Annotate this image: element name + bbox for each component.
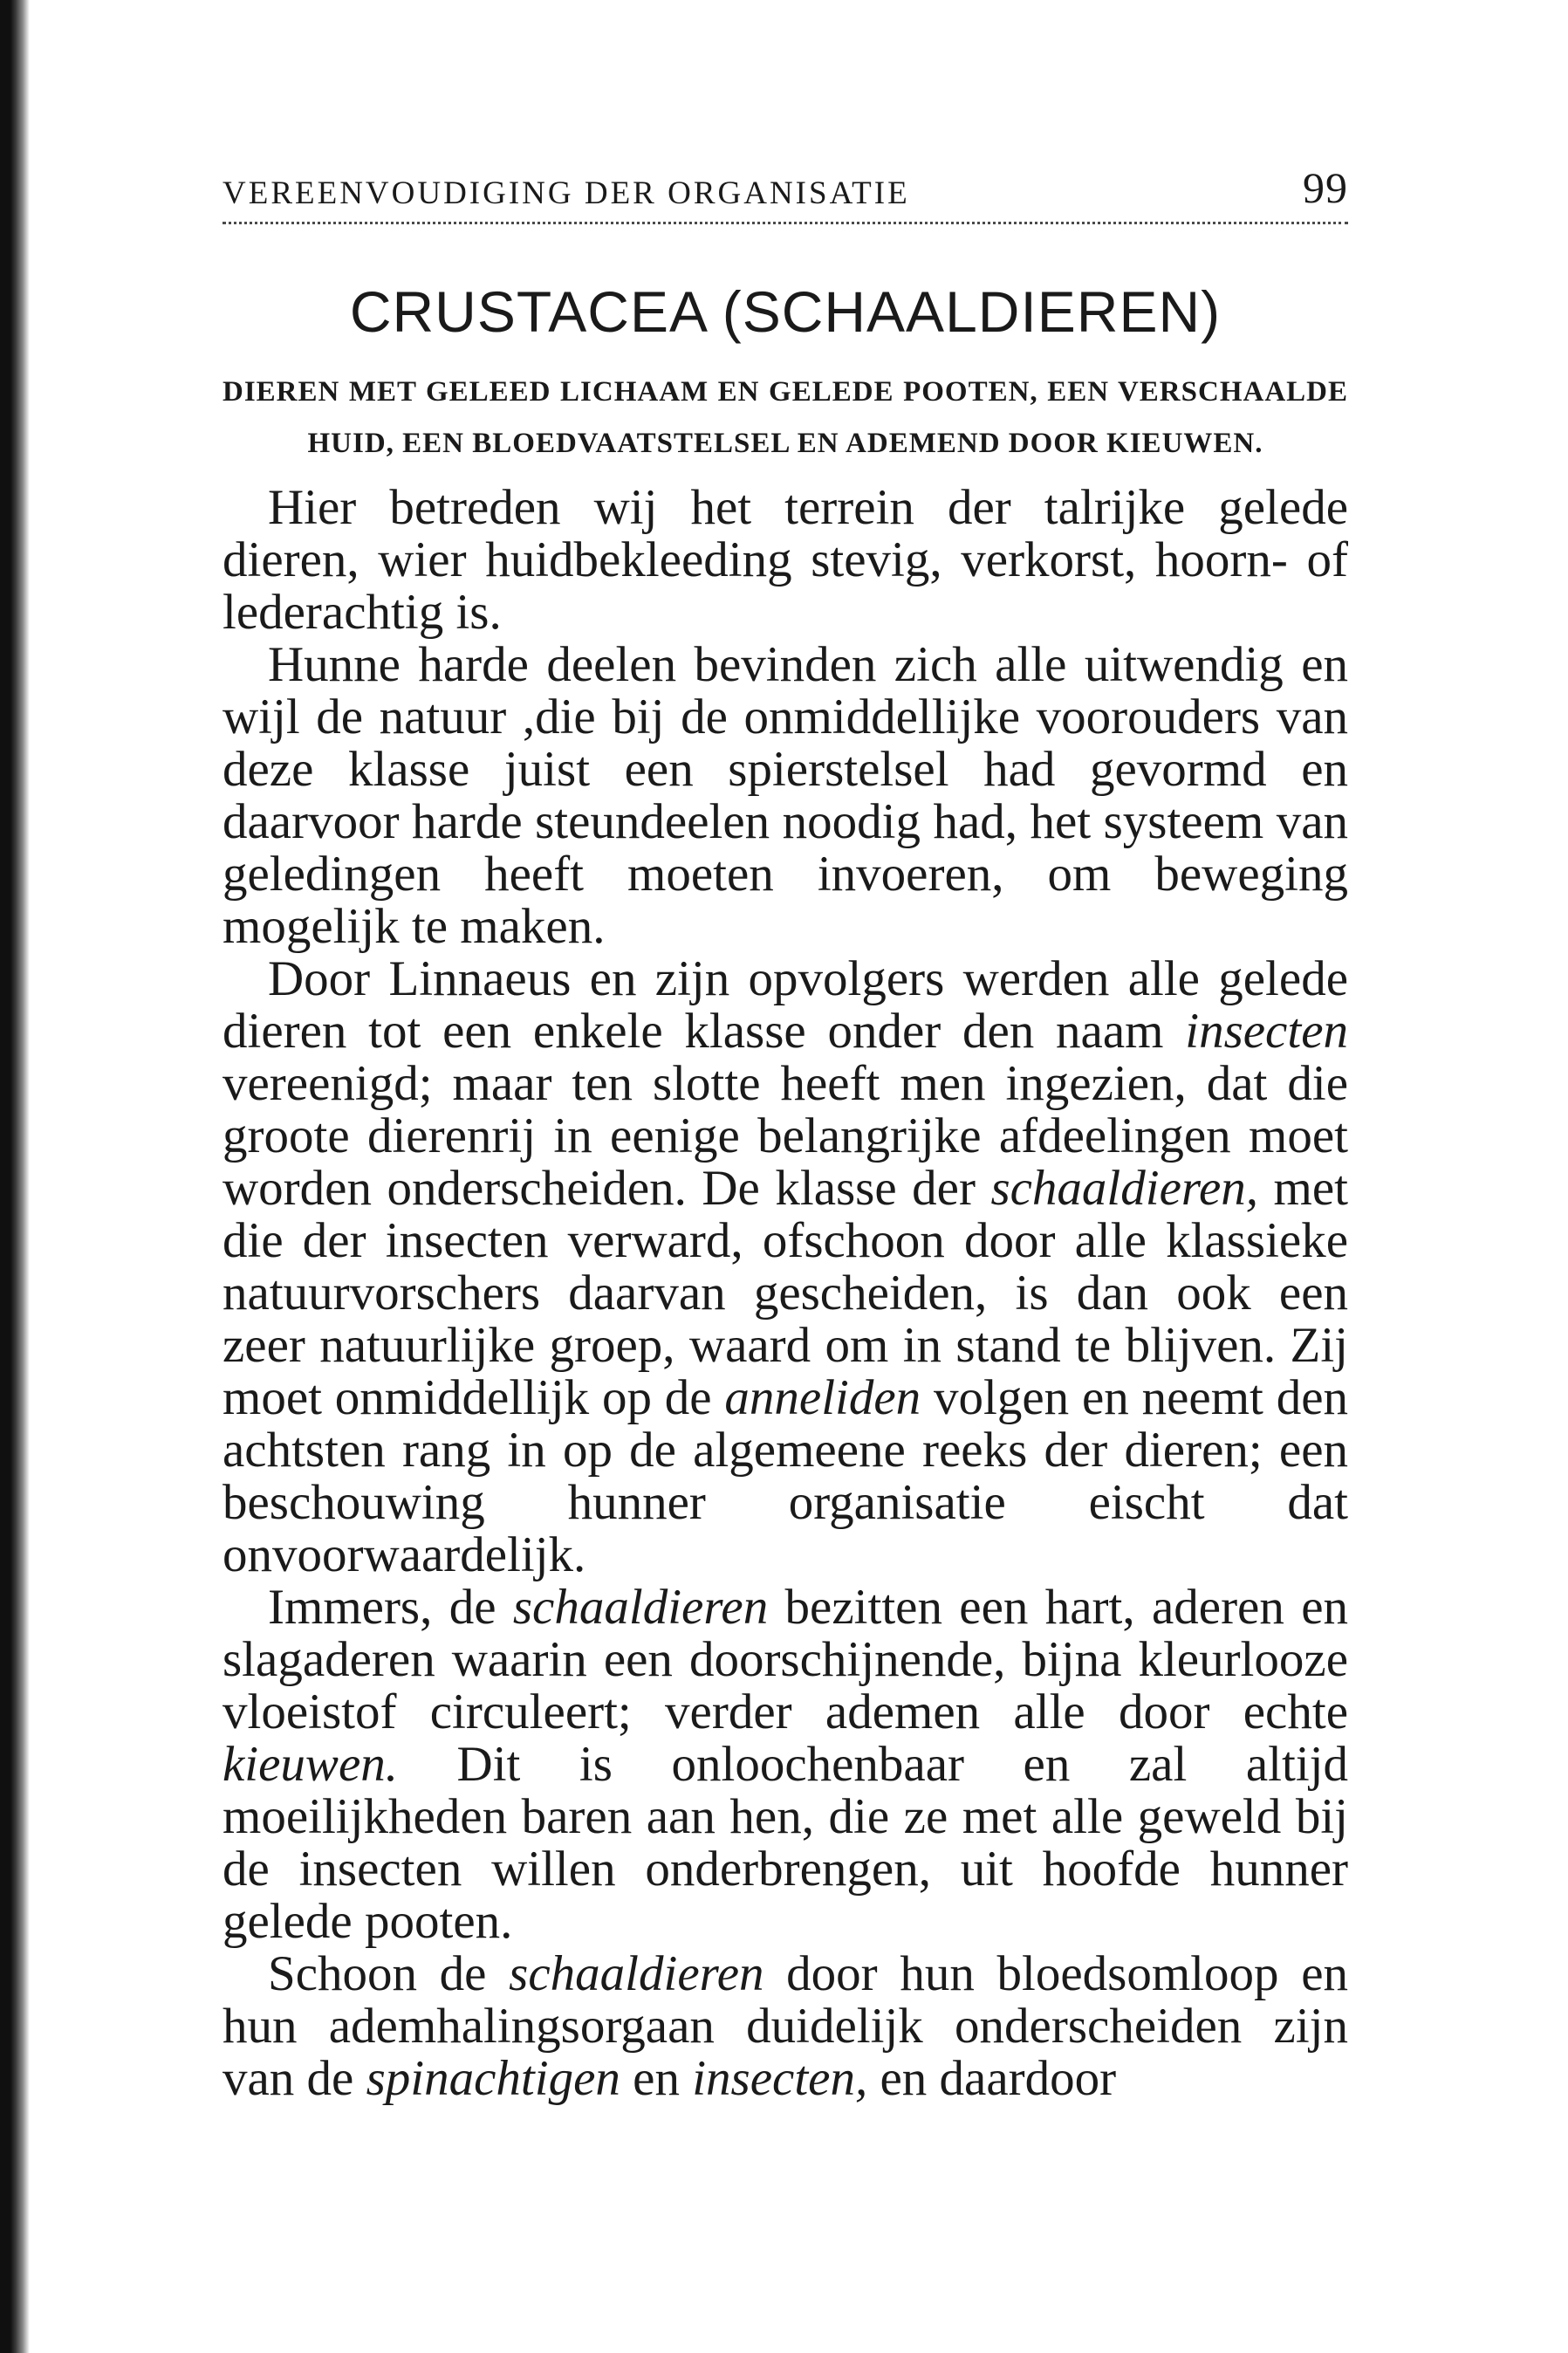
chapter-title: CRUSTACEA (SCHAALDIEREN) bbox=[349, 279, 1222, 344]
text-run: Dit is onloochenbaar en zal altijd moeilijkheden baren aan hen, die ze met alle geweld bij de insecten willen onderbrengen, uit hoofde hunner gelede pooten. bbox=[223, 1737, 1348, 1950]
text-run: Immers, de bbox=[268, 1580, 513, 1636]
italic-term: schaaldieren bbox=[512, 1580, 769, 1636]
running-header bbox=[223, 163, 1348, 224]
italic-term: schaaldieren bbox=[509, 1946, 764, 2002]
italic-term: kieuwen. bbox=[223, 1737, 399, 1793]
page-number: 99 bbox=[1303, 163, 1348, 212]
book-page bbox=[223, 163, 1348, 2107]
text-run: Hier betreden wij het terrein der talrijke gelede dieren, wier huidbekleeding stevig, verkorst, hoorn- of lederachtig is. bbox=[223, 480, 1348, 641]
italic-term: anneliden bbox=[724, 1370, 921, 1426]
text-run: bezitten een hart, aderen en slagaderen waarin een doorschijnende, bijna kleurlooze vloeistof circuleert; verder ademen alle door echte bbox=[223, 1580, 1348, 1740]
running-title: VEREENVOUDIGING DER ORGANISATIE bbox=[223, 175, 910, 211]
paragraph bbox=[223, 953, 1348, 1581]
text-run: Schoon de bbox=[268, 1946, 510, 2002]
text-run: door hun bloedsomloop en hun ademhalingsorgaan duidelijk onderscheiden zijn van de bbox=[223, 1946, 1348, 2107]
text-run: vereenigd; maar ten slotte heeft men ingezien, dat die groote dierenrij in eenige belangrijke afdeelingen moet worden onderscheiden. De klasse der bbox=[223, 1056, 1348, 1217]
italic-term: insecten, bbox=[692, 2051, 868, 2107]
text-run: volgen en neemt den achtsten rang in op de algemeene reeks der dieren; een beschouwing hunner organisatie eischt dat onvoorwaardelijk. bbox=[223, 1370, 1348, 1583]
chapter-subtitle: DIEREN MET GELEED LICHAAM EN GELEDE POOTEN, EEN VERSCHAALDE HUID, EEN BLOEDVAATSTELSEL EN ADEMEND DOOR KIEUWEN. bbox=[223, 375, 1348, 459]
text-run: Door Linnaeus en zijn opvolgers werden alle gelede dieren tot een enkele klasse onder den naam bbox=[223, 951, 1348, 1060]
body-text bbox=[223, 482, 1348, 2105]
paragraph bbox=[223, 1948, 1348, 2105]
text-run: en bbox=[620, 2051, 693, 2107]
italic-term: spinachtigen bbox=[366, 2051, 620, 2107]
italic-term: insecten bbox=[1185, 1004, 1348, 1060]
text-run: Hunne harde deelen bevinden zich alle uitwendig en wijl de natuur ,die bij de onmiddellijke voorouders van deze klasse juist een spierstelsel had gevormd en daarvoor harde steundeelen noodig had, het systeem van geledingen heeft moeten invoeren, om beweging mogelijk te maken. bbox=[223, 637, 1348, 955]
paragraph bbox=[223, 639, 1348, 953]
italic-term: schaaldieren, bbox=[990, 1161, 1259, 1217]
book-gutter-shadow bbox=[0, 0, 30, 2353]
paragraph bbox=[223, 1581, 1348, 1948]
text-run: met die der insecten verward, ofschoon door alle klassieke natuurvorschers daarvan gescheiden, is dan ook een zeer natuurlijke groep, waard om in stand te blijven. Zij moet onmiddellijk op de bbox=[223, 1161, 1348, 1426]
paragraph bbox=[223, 482, 1348, 639]
text-run: en daardoor bbox=[867, 2051, 1117, 2107]
